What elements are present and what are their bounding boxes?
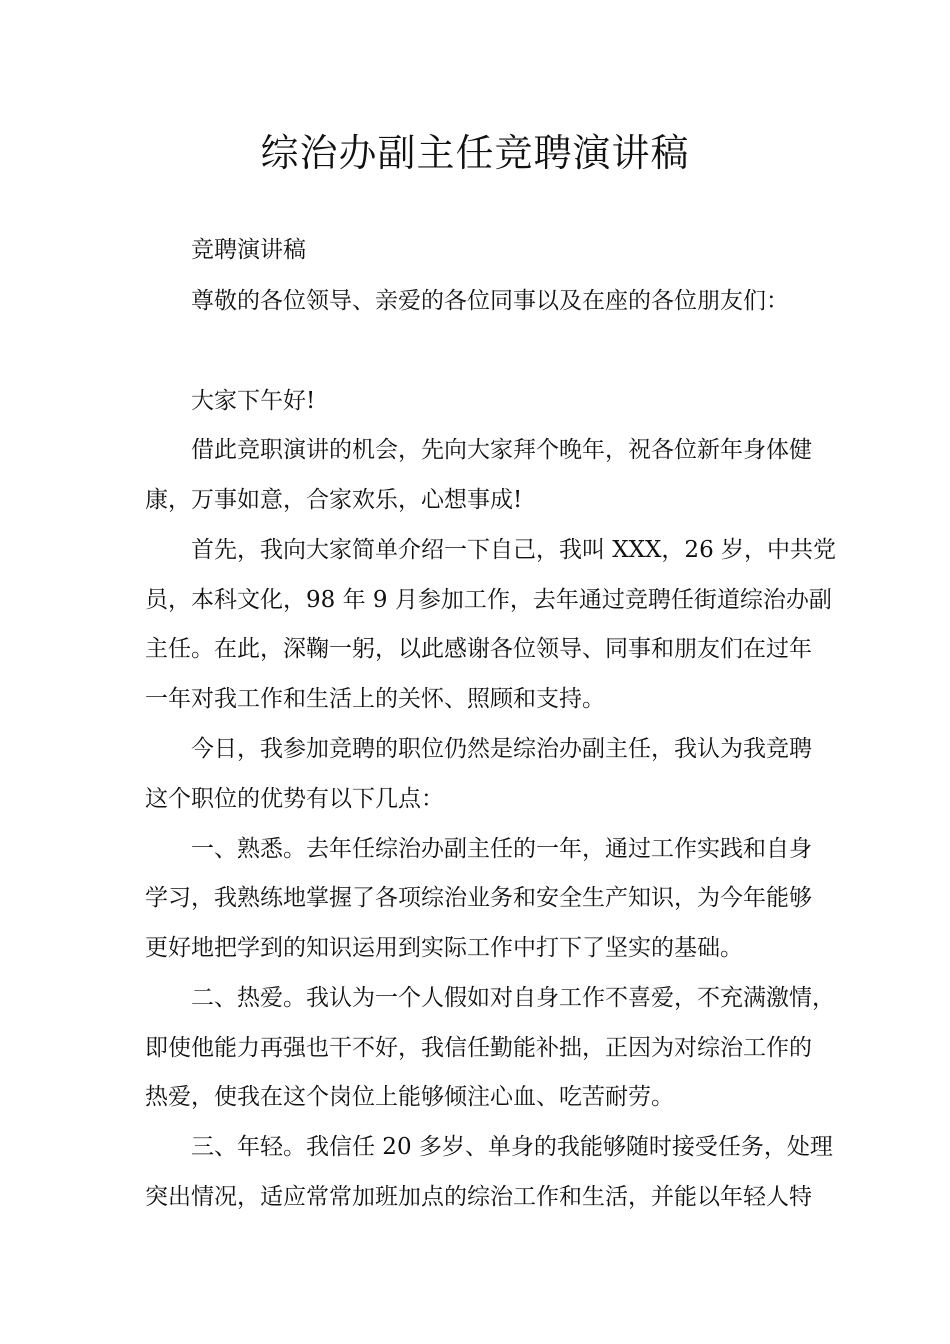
text-line: 竞聘演讲稿 xyxy=(191,237,306,263)
text-line: 主任。在此，深鞠一躬，以此感谢各位领导、同事和朋友们在过年 xyxy=(145,636,812,662)
text-line: 一年对我工作和生活上的关怀、照顾和支持。 xyxy=(145,686,605,712)
text-line: 大家下午好! xyxy=(191,388,316,414)
text-line: 首先，我向大家简单介绍一下自己，我叫 XXX，26 岁，中共党 xyxy=(191,537,837,563)
text-line: 康，万事如意，合家欢乐，心想事成! xyxy=(145,487,523,513)
text-line: 尊敬的各位领导、亲爱的各位同事以及在座的各位朋友们： xyxy=(191,288,789,314)
text-line: 三、年轻。我信任 20 多岁、单身的我能够随时接受任务，处理 xyxy=(191,1134,833,1160)
text-line: 这个职位的优势有以下几点： xyxy=(145,786,444,812)
text-line: 突出情况，适应常常加班加点的综治工作和生活，并能以年轻人特 xyxy=(145,1184,812,1210)
text-line: 今日，我参加竞聘的职位仍然是综治办副主任，我认为我竞聘 xyxy=(191,736,812,762)
document-title: 综治办副主任竞聘演讲稿 xyxy=(260,131,690,175)
text-line: 即使他能力再强也干不好，我信任勤能补拙，正因为对综治工作的 xyxy=(145,1035,812,1061)
text-line: 员，本科文化，98 年 9 月参加工作，去年通过竞聘任街道综治办副 xyxy=(145,587,832,613)
text-line: 学习，我熟练地掌握了各项综治业务和安全生产知识，为今年能够 xyxy=(145,885,812,911)
text-line: 热爱，使我在这个岗位上能够倾注心血、吃苦耐劳。 xyxy=(145,1084,674,1110)
text-line: 更好地把学到的知识运用到实际工作中打下了坚实的基础。 xyxy=(145,935,743,961)
text-line: 二、热爱。我认为一个人假如对自身工作不喜爱，不充满激情， xyxy=(191,985,835,1011)
text-line: 借此竞职演讲的机会，先向大家拜个晚年，祝各位新年身体健 xyxy=(191,437,812,463)
text-line: 一、熟悉。去年任综治办副主任的一年，通过工作实践和自身 xyxy=(191,836,812,862)
